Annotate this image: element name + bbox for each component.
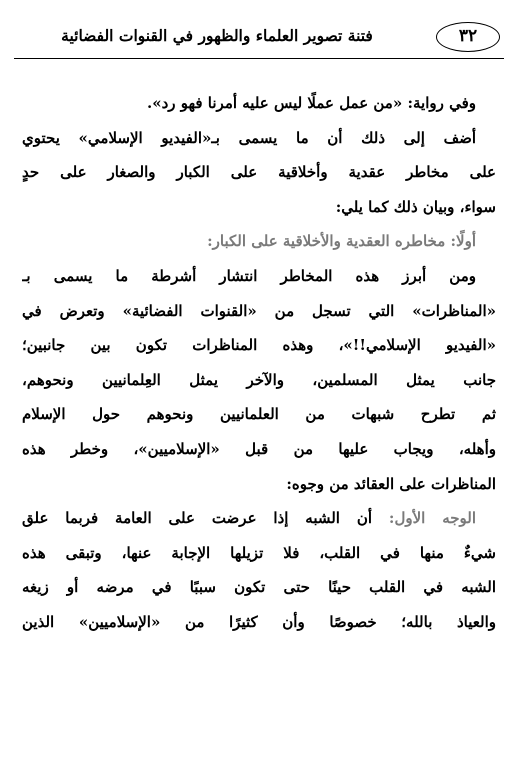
header-divider	[14, 58, 504, 59]
text-line: جانب يمثل المسلمين، والآخر يمثل العِلمانيين ونحوهم،	[22, 370, 496, 389]
point-label: الوجه الأول:	[388, 509, 476, 528]
section-heading: أولًا: مخاطره العقدية والأخلاقية على الكبار:	[207, 232, 476, 251]
page-header	[14, 14, 504, 62]
text-line: «الفيديو الإسلامي!!»، وهذه المناظرات تكون بين جانبين؛	[22, 336, 496, 355]
text-line: والعياذ بالله؛ خصوصًا وأن كثيرًا من «الإسلاميين» الذين	[22, 612, 496, 631]
page-number: ٣٢	[436, 22, 500, 52]
text-line: شيءٌ منها في القلب، فلا تزيلها الإجابة عنها، وتبقى هذه	[22, 543, 496, 562]
text-line: الشبه في القلب حينًا حتى تكون سببًا في مرضه أو زيغه	[22, 578, 496, 597]
text-line: ومن أبرز هذه المخاطر انتشار أشرطة ما يسمى بـ	[22, 266, 476, 285]
text-line: وفي رواية: «من عمل عملًا ليس عليه أمرنا فهو رد».	[147, 94, 476, 112]
running-title: فتنة تصوير العلماء والظهور في القنوات الفضائية	[61, 26, 373, 45]
page-body	[22, 86, 496, 640]
text-line: المناظرات على العقائد من وجوه:	[286, 474, 496, 493]
point-text: أن الشبه إذا عرضت على العامة فربما علق	[22, 509, 389, 528]
text-line: ثم تطرح شبهات من العلمانيين ونحوهم حول الإسلام	[22, 405, 496, 424]
text-line: وأهله، ويجاب عليها من قبل «الإسلاميين»، وخطر هذه	[22, 439, 496, 458]
text-line: على مخاطر عقدية وأخلاقية على الكبار والصغار على حدٍ	[22, 163, 496, 182]
text-line: «المناظرات» التي تسجل من «القنوات الفضائية» وتعرض في	[22, 301, 496, 320]
text-line	[22, 501, 496, 536]
text-line: أضف إلى ذلك أن ما يسمى بـ«الفيديو الإسلامي» يحتوي	[22, 128, 476, 147]
text-line: سواء، وبيان ذلك كما يلي:	[335, 197, 496, 216]
